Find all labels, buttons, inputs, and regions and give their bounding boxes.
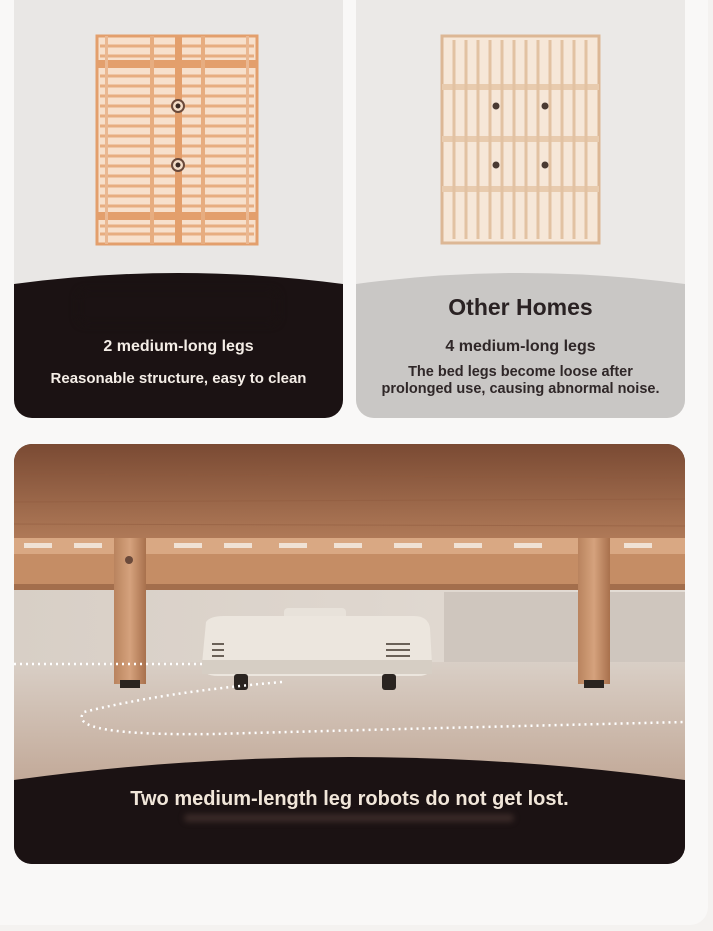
our-bed-card [14,0,343,418]
robot-vacuum-photo-card [14,444,685,864]
other-legs-text: 4 medium-long legs [445,338,596,355]
other-homes-banner [356,270,685,418]
our-legs-text: 2 medium-long legs [103,338,254,355]
our-description: Reasonable structure, easy to clean [50,370,307,387]
other-homes-card [356,0,685,418]
photo-caption: Two medium-length leg robots do not get lost. [130,788,569,810]
our-bed-banner [14,270,343,418]
other-description: The bed legs become loose after prolonged use, causing abnormal noise. [381,364,660,397]
blurred-subcaption [184,814,514,822]
other-homes-heading: Other Homes [448,294,593,320]
blurred-heading [78,290,278,324]
